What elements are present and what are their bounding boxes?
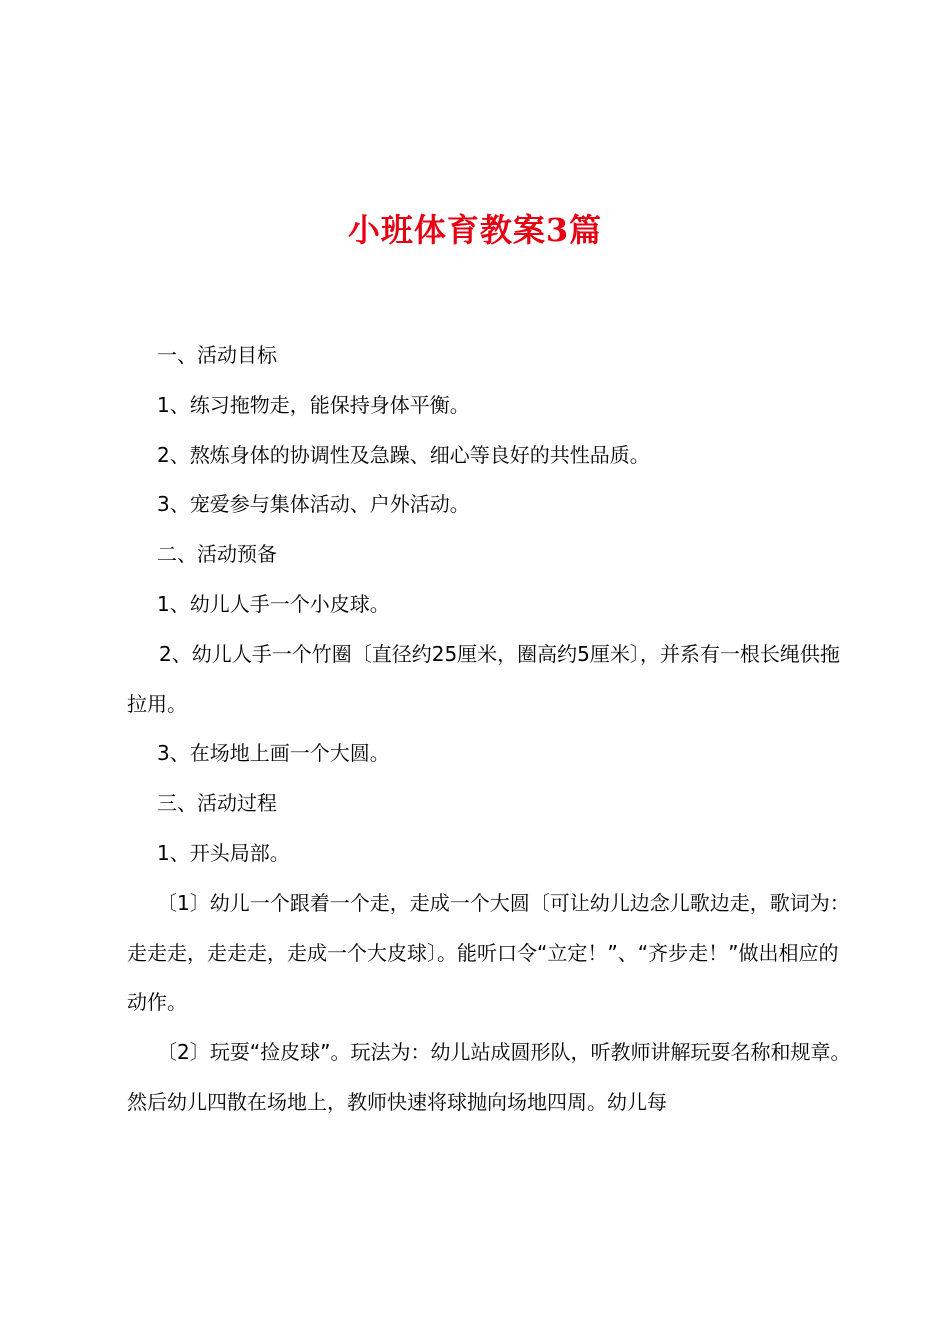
document-body (127, 331, 857, 1128)
paragraph-goal-3: 3、宠爱参与集体活动、户外活动。 (157, 492, 470, 517)
paragraph-process-1-2: 〔2〕玩耍“捡皮球”。玩法为：幼儿站成圆形队，听教师讲解玩耍名称和规章。然后幼儿四散在场地上，教师快速将球抛向场地四周。幼儿每 (127, 1040, 851, 1114)
paragraph-section-3-heading: 三、活动过程 (157, 791, 277, 816)
paragraph-prep-2: 2、幼儿人手一个竹圈〔直径约25厘米，圈高约5厘米〕，并系有一根长绳供拖拉用。 (127, 641, 840, 716)
paragraph-section-1-heading: 一、活动目标 (157, 343, 277, 367)
paragraph-goal-2: 2、熬炼身体的协调性及急躁、细心等良好的共性品质。 (157, 442, 650, 467)
paragraph-prep-1: 1、幼儿人手一个小皮球。 (157, 591, 390, 616)
paragraph-goal-1: 1、练习拖物走，能保持身体平衡。 (157, 392, 470, 417)
paragraph-process-1-1: 〔1〕幼儿一个跟着一个走，走成一个大圆〔可让幼儿边念儿歌边走，歌词为：走走走，走走走，走成一个大皮球〕。能听口令“立定！”、“齐步走！”做出相应的动作。 (127, 890, 850, 1015)
paragraph-section-2-heading: 二、活动预备 (157, 542, 277, 567)
document-title: 小班体育教案3篇 (347, 211, 603, 249)
paragraph-prep-3: 3、在场地上画一个大圆。 (157, 741, 390, 766)
paragraph-process-1: 1、开头局部。 (157, 840, 290, 865)
